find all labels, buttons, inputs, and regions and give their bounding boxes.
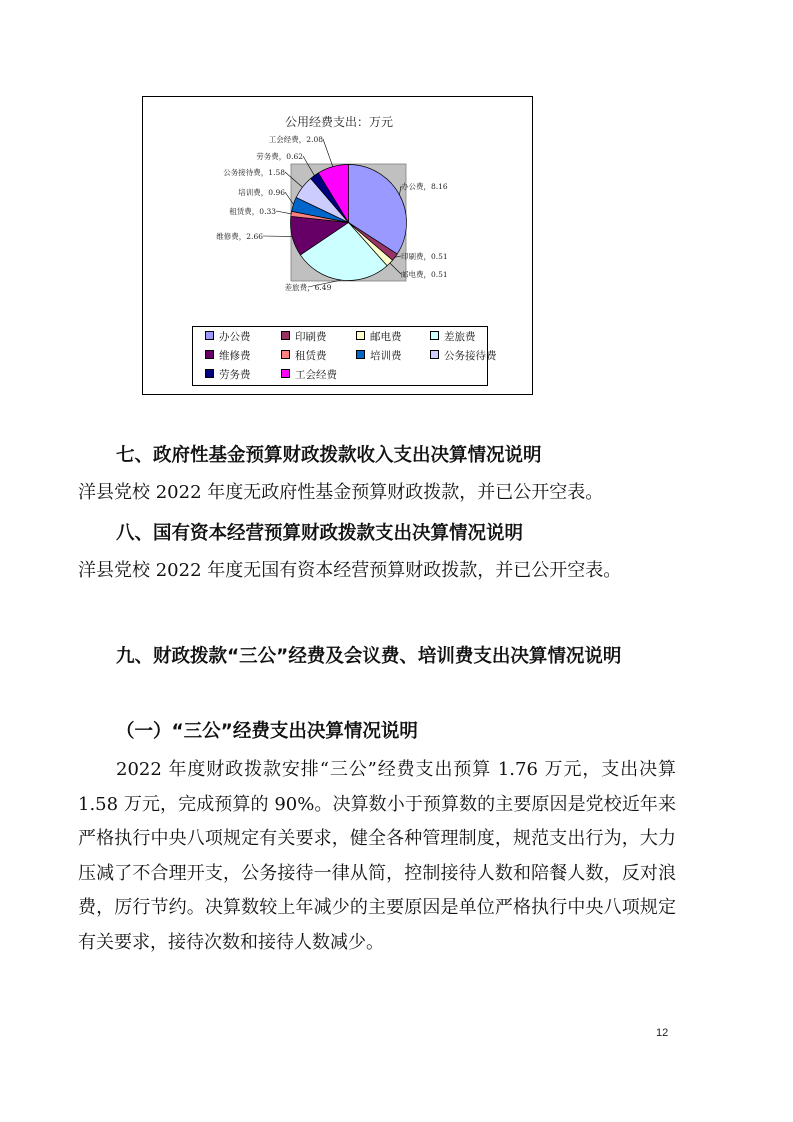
legend-swatch xyxy=(430,350,439,359)
section-7-body: 洋县党校 2022 年度无政府性基金预算财政拨款，并已公开空表。 xyxy=(78,482,604,503)
legend-item-10 xyxy=(281,368,337,382)
data-label-9: 劳务费，0.62 xyxy=(256,152,303,161)
legend-item-5 xyxy=(205,349,251,363)
legend-swatch xyxy=(205,331,214,340)
legend-swatch xyxy=(281,331,290,340)
legend-label: 印刷费 xyxy=(295,331,327,343)
section-9-body: 2022 年度财政拨款安排“三公”经费支出预算 1.76 万元，支出决算 1.58 万元，完成预算的 90%。决算数小于预算数的主要原因是党校近年来严格执行中央八项规定有关要求，健全各种管理制度，规范支出行为，大力压减了不合理开支，公务接待一律从简，控制接待人数和陪餐人数，反对浪费，厉行节约。决算数较上年减少的主要原因是单位严格执行中央八项规定有关要求，接待次数和接待人数减少。 xyxy=(78,759,676,953)
legend-swatch xyxy=(281,350,290,359)
section-7-heading: 七、政府性基金预算财政拨款收入支出决算情况说明 xyxy=(116,445,542,466)
legend-label: 工会经费 xyxy=(295,369,337,381)
legend-swatch xyxy=(356,331,365,340)
legend-swatch xyxy=(205,350,214,359)
legend-swatch xyxy=(356,350,365,359)
legend-item-7 xyxy=(356,349,402,363)
legend-item-1 xyxy=(205,330,251,344)
data-label-7: 培训费，0.96 xyxy=(238,188,285,197)
data-label-6: 租赁费，0.33 xyxy=(229,207,276,216)
legend-swatch xyxy=(205,369,214,378)
legend-swatch xyxy=(281,369,290,378)
data-label-4: 差旅费，6.49 xyxy=(284,283,332,292)
chart-legend xyxy=(192,326,497,386)
data-label-1: 办公费，8.16 xyxy=(401,182,448,191)
data-label-10: 工会经费，2.08 xyxy=(268,135,323,144)
legend-label: 办公费 xyxy=(219,331,251,343)
legend-label: 劳务费 xyxy=(219,369,251,381)
legend-item-8 xyxy=(430,349,497,363)
legend-label: 培训费 xyxy=(370,350,402,362)
section-9-heading: 九、财政拨款“三公”经费及会议费、培训费支出决算情况说明 xyxy=(116,646,622,667)
leader-line-10 xyxy=(323,139,333,167)
data-label-5: 维修费，2.66 xyxy=(216,232,263,241)
section-8-body: 洋县党校 2022 年度无国有资本经营预算财政拨款，并已公开空表。 xyxy=(78,560,622,581)
legend-label: 公务接待费 xyxy=(444,350,497,362)
data-label-8: 公务接待费，1.58 xyxy=(223,168,285,177)
legend-item-2 xyxy=(281,330,327,344)
page-number: 12 xyxy=(656,1027,669,1039)
legend-swatch xyxy=(430,331,439,340)
data-label-3: 邮电费，0.51 xyxy=(401,270,448,279)
legend-item-3 xyxy=(356,330,402,344)
legend-item-6 xyxy=(281,349,327,363)
leader-line-6 xyxy=(276,211,291,214)
legend-label: 邮电费 xyxy=(370,331,402,343)
data-label-2: 印刷费，0.51 xyxy=(401,252,448,261)
chart-title: 公用经费支出：万元 xyxy=(284,115,394,129)
pie-chart-frame xyxy=(142,96,533,395)
legend-label: 租赁费 xyxy=(295,350,327,362)
legend-item-9 xyxy=(205,368,251,382)
section-8-heading: 八、国有资本经营预算财政拨款支出决算情况说明 xyxy=(116,523,524,544)
section-9-sub-heading: （一）“三公”经费支出决算情况说明 xyxy=(116,721,418,742)
legend-label: 差旅费 xyxy=(444,331,476,343)
legend-label: 维修费 xyxy=(219,350,251,362)
legend-item-4 xyxy=(430,330,476,344)
